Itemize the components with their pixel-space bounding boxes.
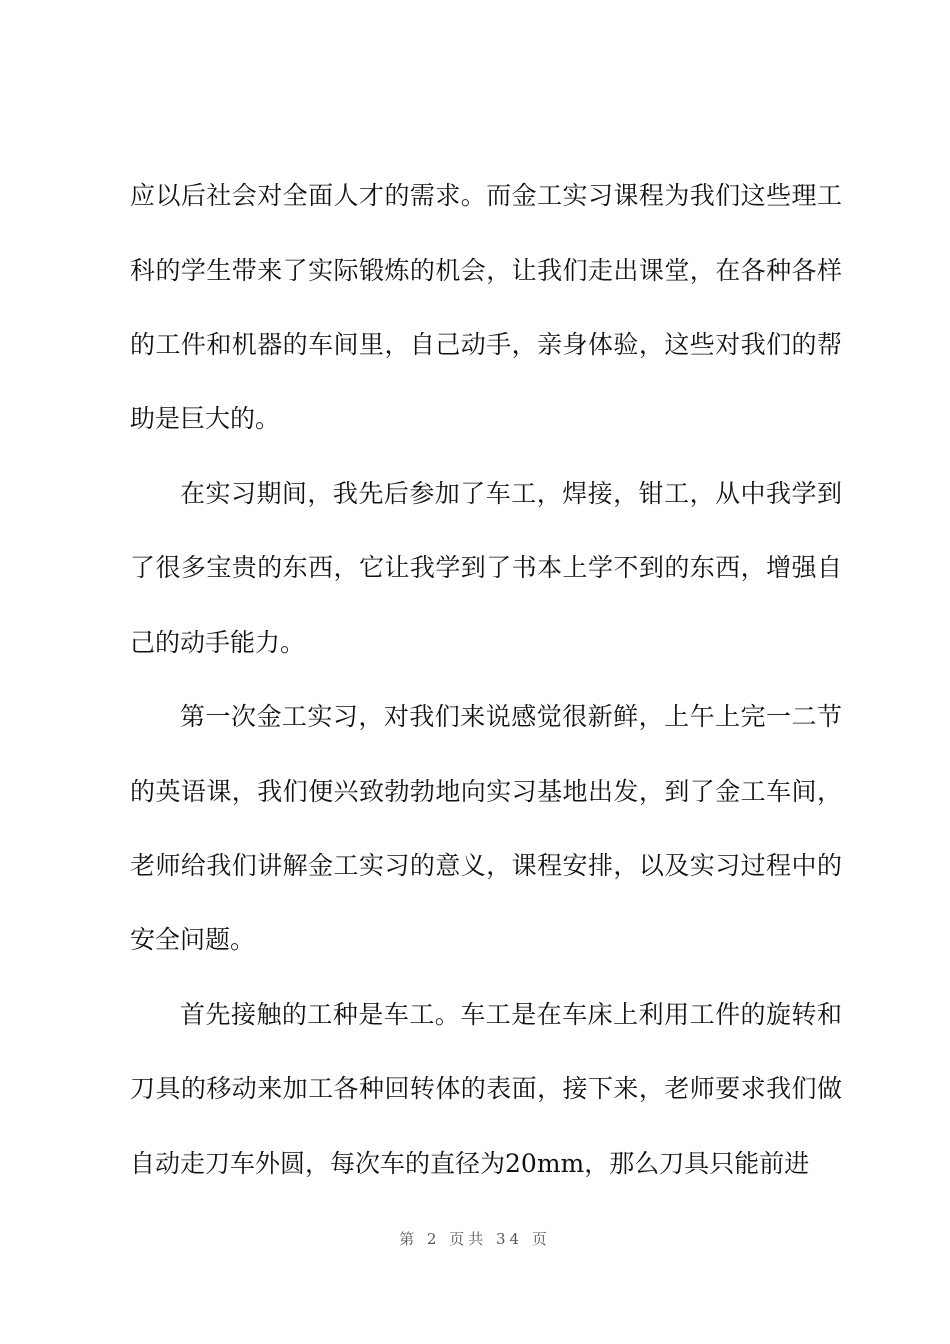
paragraph-3-line-1: 第一次金工实习，对我们来说感觉很新鲜，上午上完一二节	[180, 702, 842, 731]
page-number-footer: 第 2 页共 34 页	[399, 1230, 551, 1248]
paragraph-4-line-2: 刀具的移动来加工各种回转体的表面，接下来，老师要求我们做	[130, 1074, 842, 1103]
paragraph-4-line-1: 首先接触的工种是车工。车工是在车床上利用工件的旋转和	[180, 1000, 842, 1029]
paragraph-2-line-3: 己的动手能力。	[130, 628, 306, 657]
paragraph-3-line-4: 安全问题。	[130, 925, 256, 954]
paragraph-1-line-4: 助是巨大的。	[130, 404, 281, 433]
paragraph-4-line-3: 自动走刀车外圆，每次车的直径为20mm，那么刀具只能前进	[130, 1149, 810, 1178]
paragraph-2-line-1: 在实习期间，我先后参加了车工，焊接，钳工，从中我学到	[180, 479, 842, 508]
paragraph-1-line-1: 应以后社会对全面人才的需求。而金工实习课程为我们这些理工	[130, 181, 842, 210]
paragraph-3-line-2: 的英语课，我们便兴致勃勃地向实习基地出发，到了金工车间，	[130, 777, 842, 806]
paragraph-2-line-2: 了很多宝贵的东西，它让我学到了书本上学不到的东西，增强自	[130, 553, 842, 582]
paragraph-3-line-3: 老师给我们讲解金工实习的意义，课程安排，以及实习过程中的	[130, 851, 842, 880]
paragraph-1-line-3: 的工件和机器的车间里，自己动手，亲身体验，这些对我们的帮	[130, 330, 842, 359]
paragraph-1-line-2: 科的学生带来了实际锻炼的机会，让我们走出课堂，在各种各样	[130, 256, 842, 285]
